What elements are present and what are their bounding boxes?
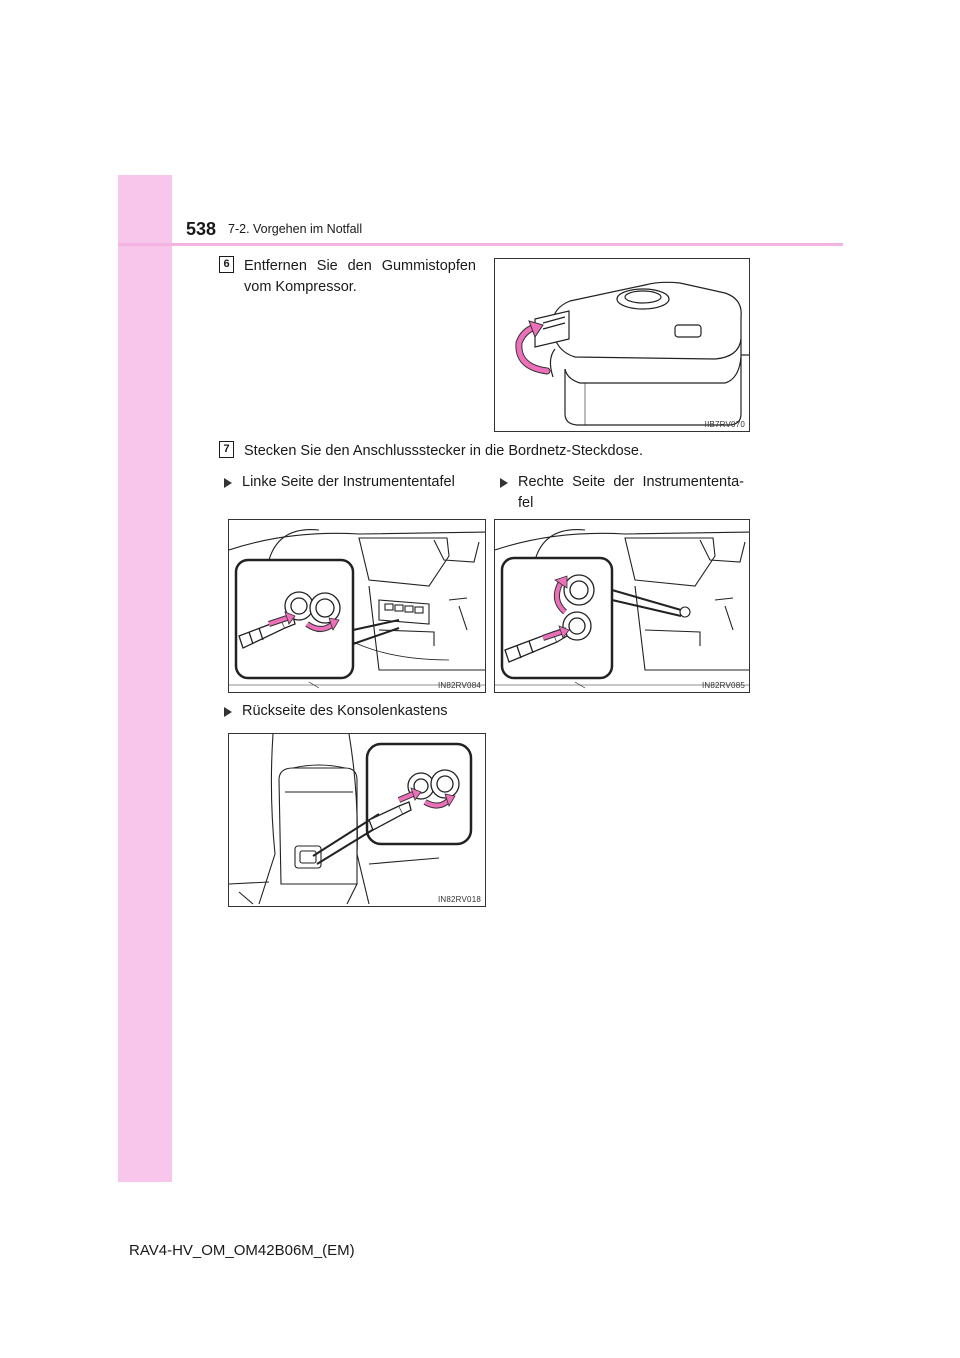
figure-left-panel [228, 519, 486, 693]
dashboard-right-illustration [495, 520, 750, 693]
dashboard-left-illustration [229, 520, 486, 693]
step-6-text: Entfernen Sie den Gummistopfen vom Kompressor. [244, 258, 476, 295]
option-left-label: Linke Seite der Instrumententafel [242, 474, 455, 490]
figure-code: IIB7RV070 [704, 420, 745, 429]
step-7-badge: 7 [219, 441, 234, 458]
figure-right-panel [494, 519, 750, 693]
option-left-panel [224, 472, 486, 493]
figure-code: IN82RV018 [437, 895, 481, 904]
figure-console-back [228, 733, 486, 907]
page-number: 538 [186, 219, 217, 239]
figure-code: IN82RV084 [437, 681, 481, 690]
option-console-label: Rückseite des Konsolenkastens [242, 703, 448, 719]
compressor-illustration [495, 259, 750, 432]
option-right-panel [500, 472, 744, 514]
option-console-back [224, 701, 524, 722]
figure-compressor [494, 258, 750, 432]
figure-code: IN82RV085 [701, 681, 745, 690]
triangle-bullet-icon [224, 707, 232, 717]
triangle-bullet-icon [500, 478, 508, 488]
step-7-text: Stecken Sie den Anschlussstecker in die Bordnetz-Steckdose. [244, 443, 643, 459]
step-6-badge: 6 [219, 256, 234, 273]
footer-doc-code: RAV4-HV_OM_OM42B06M_(EM) [129, 1242, 355, 1259]
section-title: 7-2. Vorgehen im Notfall [228, 222, 363, 236]
header-divider [118, 243, 843, 246]
console-back-illustration [229, 734, 486, 907]
triangle-bullet-icon [224, 478, 232, 488]
option-right-label: Rechte Seite der Instrumententa-fel [518, 474, 744, 511]
sidebar-tab [118, 175, 172, 1182]
